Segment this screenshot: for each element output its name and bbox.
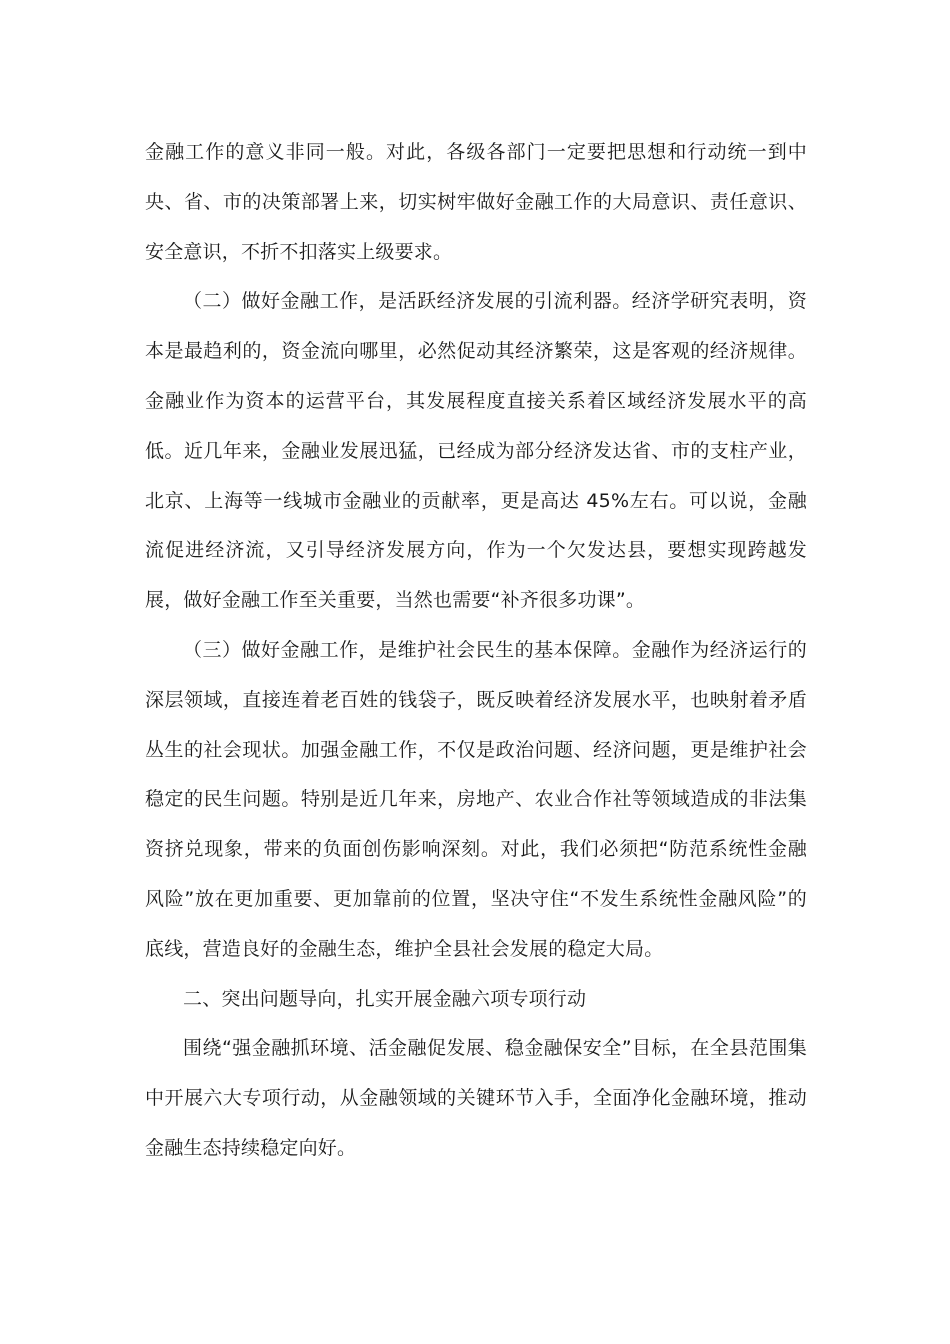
paragraph-continuation: 金融工作的意义非同一般。对此，各级各部门一定要把思想和行动统一到中央、省、市的决策部署上来，切实树牢做好金融工作的大局意识、责任意识、安全意识，不折不扣落实上级要求。 [145,141,807,263]
paragraph-section-three: （三）做好金融工作，是维护社会民生的基本保障。金融作为经济运行的深层领域，直接连着老百姓的钱袋子，既反映着经济发展水平，也映射着矛盾丛生的社会现状。加强金融工作，不仅是政治问题、经济问题，更是维护社会稳定的民生问题。特别是近几年来，房地产、农业合作社等领域造成的非法集资挤兑现象，带来的负面创伤影响深刻。对此，我们必须把“防范系统性金融风险”放在更加重要、更加靠前的位置，坚决守住“不发生系统性金融风险”的底线，营造良好的金融生态，维护全县社会发展的稳定大局。 [145,638,807,960]
section-heading-two: 二、突出问题导向，扎实开展金融六项专项行动 [183,987,587,1010]
paragraph-section-two: （二）做好金融工作，是活跃经济发展的引流利器。经济学研究表明，资本是最趋利的，资金流向哪里，必然促动其经济繁荣，这是客观的经济规律。金融业作为资本的运营平台，其发展程度直接关系着区域经济发展水平的高低。近几年来，金融业发展迅猛，已经成为部分经济发达省、市的支柱产业，北京、上海等一线城市金融业的贡献率，更是高达 45%左右。可以说，金融流促进经济流，又引导经济发展方向，作为一个欠发达县，要想实现跨越发展，做好金融工作至关重要，当然也需要“补齐很多功课”。 [145,290,807,612]
paragraph-six-actions: 围绕“强金融抓环境、活金融促发展、稳金融保安全”目标，在全县范围集中开展六大专项行动，从金融领域的关键环节入手，全面净化金融环境，推动金融生态持续稳定向好。 [145,1037,807,1159]
document-body [145,128,807,1174]
